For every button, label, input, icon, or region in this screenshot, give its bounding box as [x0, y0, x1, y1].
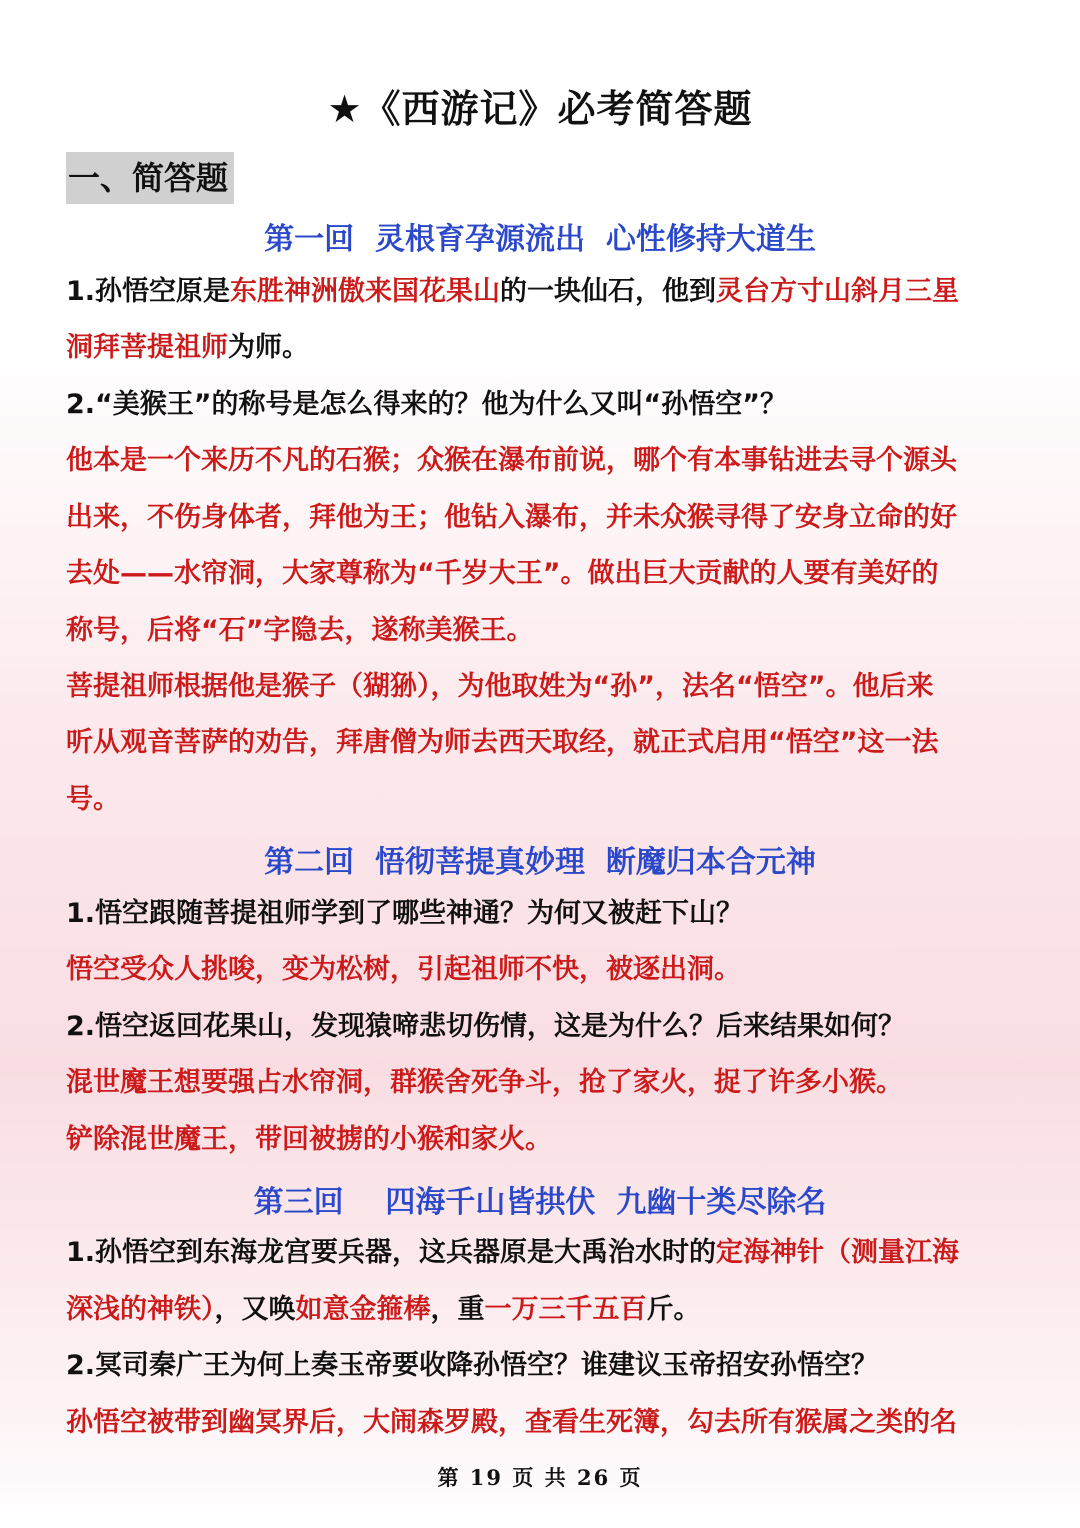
c1-q1-answer: 洞拜菩提祖师 — [66, 332, 228, 363]
c3-q1-answer: 如意金箍棒 — [295, 1294, 431, 1325]
chapter-heading-3: 第三回 四海千山皆拱伏 九幽十类尽除名 — [253, 1185, 827, 1220]
c3-question-2: 2.冥司秦广王为何上奏玉帝要收降孙悟空？谁建议玉帝招安孙悟空？ — [66, 1350, 879, 1381]
c2-answer-1: 悟空受众人挑唆，变为松树，引起祖师不快，被逐出洞。 — [66, 954, 741, 985]
c1-answer-2-line: 出来，不伤身体者，拜他为王；他钻入瀑布，并未众猴寻得了安身立命的好 — [66, 502, 957, 533]
c1-answer-2-line: 去处——水帘洞，大家尊称为“千岁大王”。做出巨大贡献的人要有美好的 — [66, 558, 939, 589]
page-title: ★《西游记》必考简答题 — [327, 87, 753, 131]
c1-answer-2-line: 称号，后将“石”字隐去，遂称美猴王。 — [66, 615, 534, 646]
c1-q1-text: 的一块仙石，他到 — [500, 276, 717, 307]
c2-question-2: 2.悟空返回花果山，发现猿啼悲切伤情，这是为什么？后来结果如何？ — [66, 1011, 906, 1042]
c1-answer-2-line: 号。 — [66, 784, 120, 815]
c1-answer-2-line: 菩提祖师根据他是猴子（猢狲），为他取姓为“孙”，法名“悟空”。他后来 — [66, 671, 934, 702]
c2-answer-2-line: 铲除混世魔王，带回被掳的小猴和家火。 — [66, 1124, 552, 1155]
c1-answer-2-line: 他本是一个来历不凡的石猴；众猴在瀑布前说，哪个有本事钻进去寻个源头 — [66, 445, 957, 476]
page-number-footer: 第 19 页 共 26 页 — [437, 1465, 643, 1490]
c1-q1-text: 为师。 — [228, 332, 309, 363]
c1-q1-answer: 东胜神洲傲来国花果山 — [230, 276, 501, 307]
c3-q1-text: ，重 — [430, 1294, 485, 1325]
chapter-heading-1: 第一回 灵根育孕源流出 心性修持大道生 — [264, 222, 816, 257]
c3-q1-text: ，又唤 — [214, 1294, 296, 1325]
chapter-heading-2: 第二回 悟彻菩提真妙理 断魔归本合元神 — [264, 845, 816, 880]
c1-question-2: 2.“美猴王”的称号是怎么得来的？他为什么又叫“孙悟空”？ — [66, 389, 788, 420]
c1-q1-text: 1.孙悟空原是 — [66, 276, 231, 307]
c3-answer-2: 孙悟空被带到幽冥界后，大闹森罗殿，查看生死簿，勾去所有猴属之类的名 — [66, 1407, 957, 1438]
c3-q1-line-1 — [66, 1233, 1026, 1273]
c2-answer-2-line: 混世魔王想要强占水帘洞，群猴舍死争斗，抢了家火，捉了许多小猴。 — [66, 1067, 903, 1098]
c1-answer-2-line: 听从观音菩萨的劝告，拜唐僧为师去西天取经，就正式启用“悟空”这一法 — [66, 727, 939, 758]
c1-q1-answer: 灵台方寸山斜月三星 — [716, 276, 960, 307]
c3-q1-text: 1.孙悟空到东海龙宫要兵器，这兵器原是大禹治水时的 — [66, 1237, 717, 1268]
c3-q1-text: 斤。 — [646, 1294, 701, 1325]
c3-q1-answer: 一万三千五百 — [484, 1294, 647, 1325]
c3-q1-answer: 定海神针（测量江海 — [716, 1237, 960, 1268]
c3-q1-line-2 — [66, 1290, 1026, 1330]
section-heading: 一、简答题 — [66, 152, 234, 204]
c3-q1-answer: 深浅的神铁） — [66, 1294, 215, 1325]
c2-question-1: 1.悟空跟随菩提祖师学到了哪些神通？为何又被赶下山？ — [66, 898, 744, 929]
c1-q1-line-1 — [66, 272, 1026, 312]
c1-q1-line-2 — [66, 328, 1026, 368]
